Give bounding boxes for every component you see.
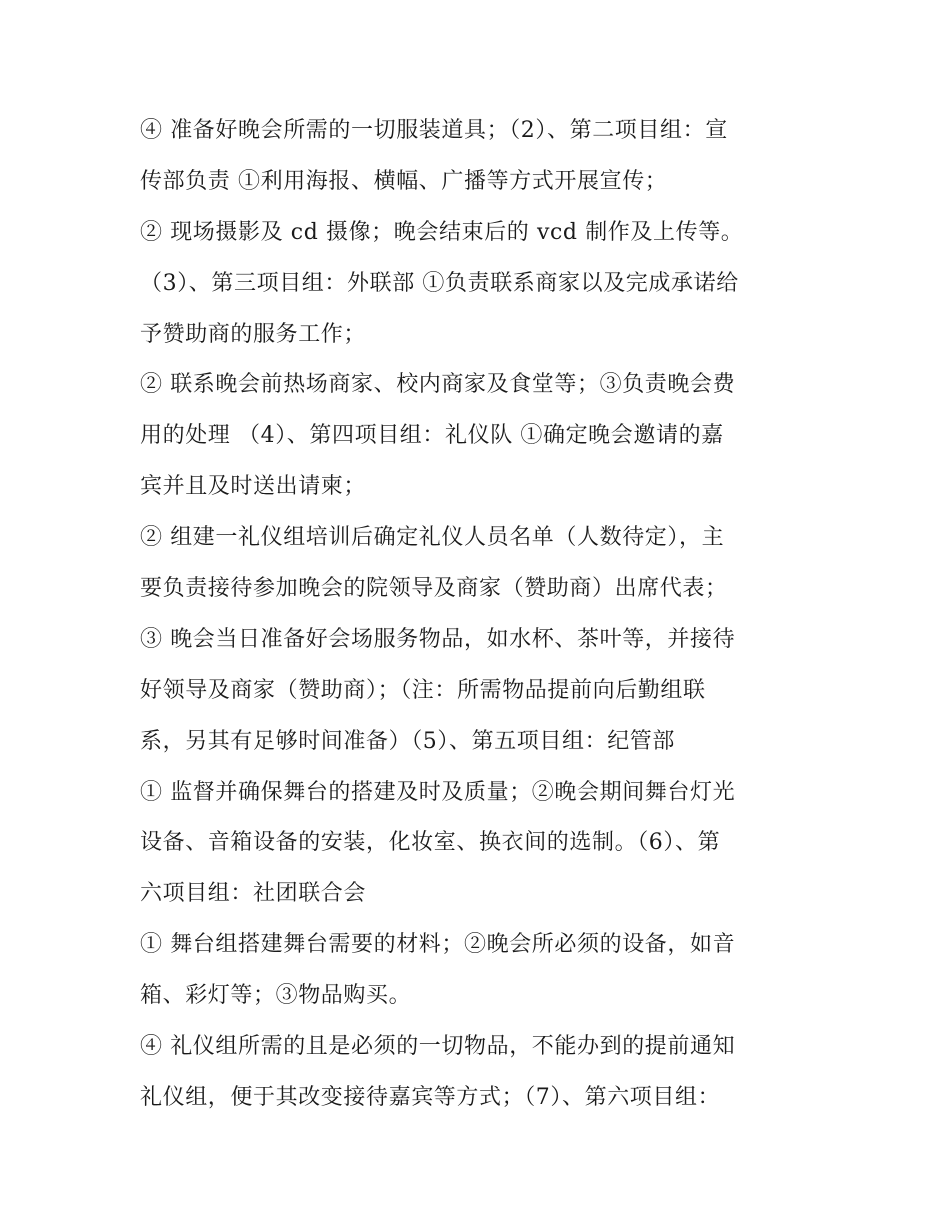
text-line: ① 监督并确保舞台的搭建及时及质量；②晚会期间舞台灯光: [140, 779, 736, 805]
text-line: 要负责接待参加晚会的院领导及商家（赞助商）出席代表；: [140, 576, 728, 602]
text-line: ② 组建一礼仪组培训后确定礼仪人员名单（人数待定），主: [140, 525, 725, 551]
text-line: 传部负责 ①利用海报、横幅、广播等方式开展宣传；: [140, 168, 668, 194]
text-line: 予赞助商的服务工作；: [140, 321, 367, 347]
text-line: 六项目组：社团联合会: [140, 881, 367, 907]
text-line: ④ 礼仪组所需的且是必须的一切物品，不能办到的提前通知: [140, 1034, 736, 1060]
text-line: 箱、彩灯等；③物品购买。: [140, 983, 412, 1009]
text-line: 宾并且及时送出请柬；: [140, 474, 367, 500]
text-line: ② 现场摄影及 cd 摄像；晚会结束后的 vcd 制作及上传等。: [140, 219, 744, 245]
text-line: 礼仪组，便于其改变接待嘉宾等方式；（7）、第六项目组：: [140, 1084, 721, 1110]
document-body: [140, 106, 820, 1124]
text-line: ③ 晚会当日准备好会场服务物品，如水杯、茶叶等，并接待: [140, 626, 736, 652]
text-line: ② 联系晚会前热场商家、校内商家及食堂等；③负责晚会费: [140, 372, 736, 398]
text-line: ① 舞台组搭建舞台需要的材料；②晚会所必须的设备，如音: [140, 932, 736, 958]
text-line: 好领导及商家（赞助商）；（注：所需物品提前向后勤组联: [140, 677, 706, 703]
text-line: 设备、音箱设备的安装，化妆室、换衣间的选制。（6）、第: [140, 830, 721, 856]
text-line: ④ 准备好晚会所需的一切服装道具；（2）、第二项目组：宣: [140, 118, 728, 143]
text-line: 用的处理 （4）、第四项目组：礼仪队 ①确定晚会邀请的嘉: [140, 423, 724, 449]
text-line: （3）、第三项目组：外联部 ①负责联系商家以及完成承诺给: [140, 270, 739, 296]
text-line: 系，另其有足够时间准备）（5）、第五项目组：纪管部: [140, 728, 675, 754]
